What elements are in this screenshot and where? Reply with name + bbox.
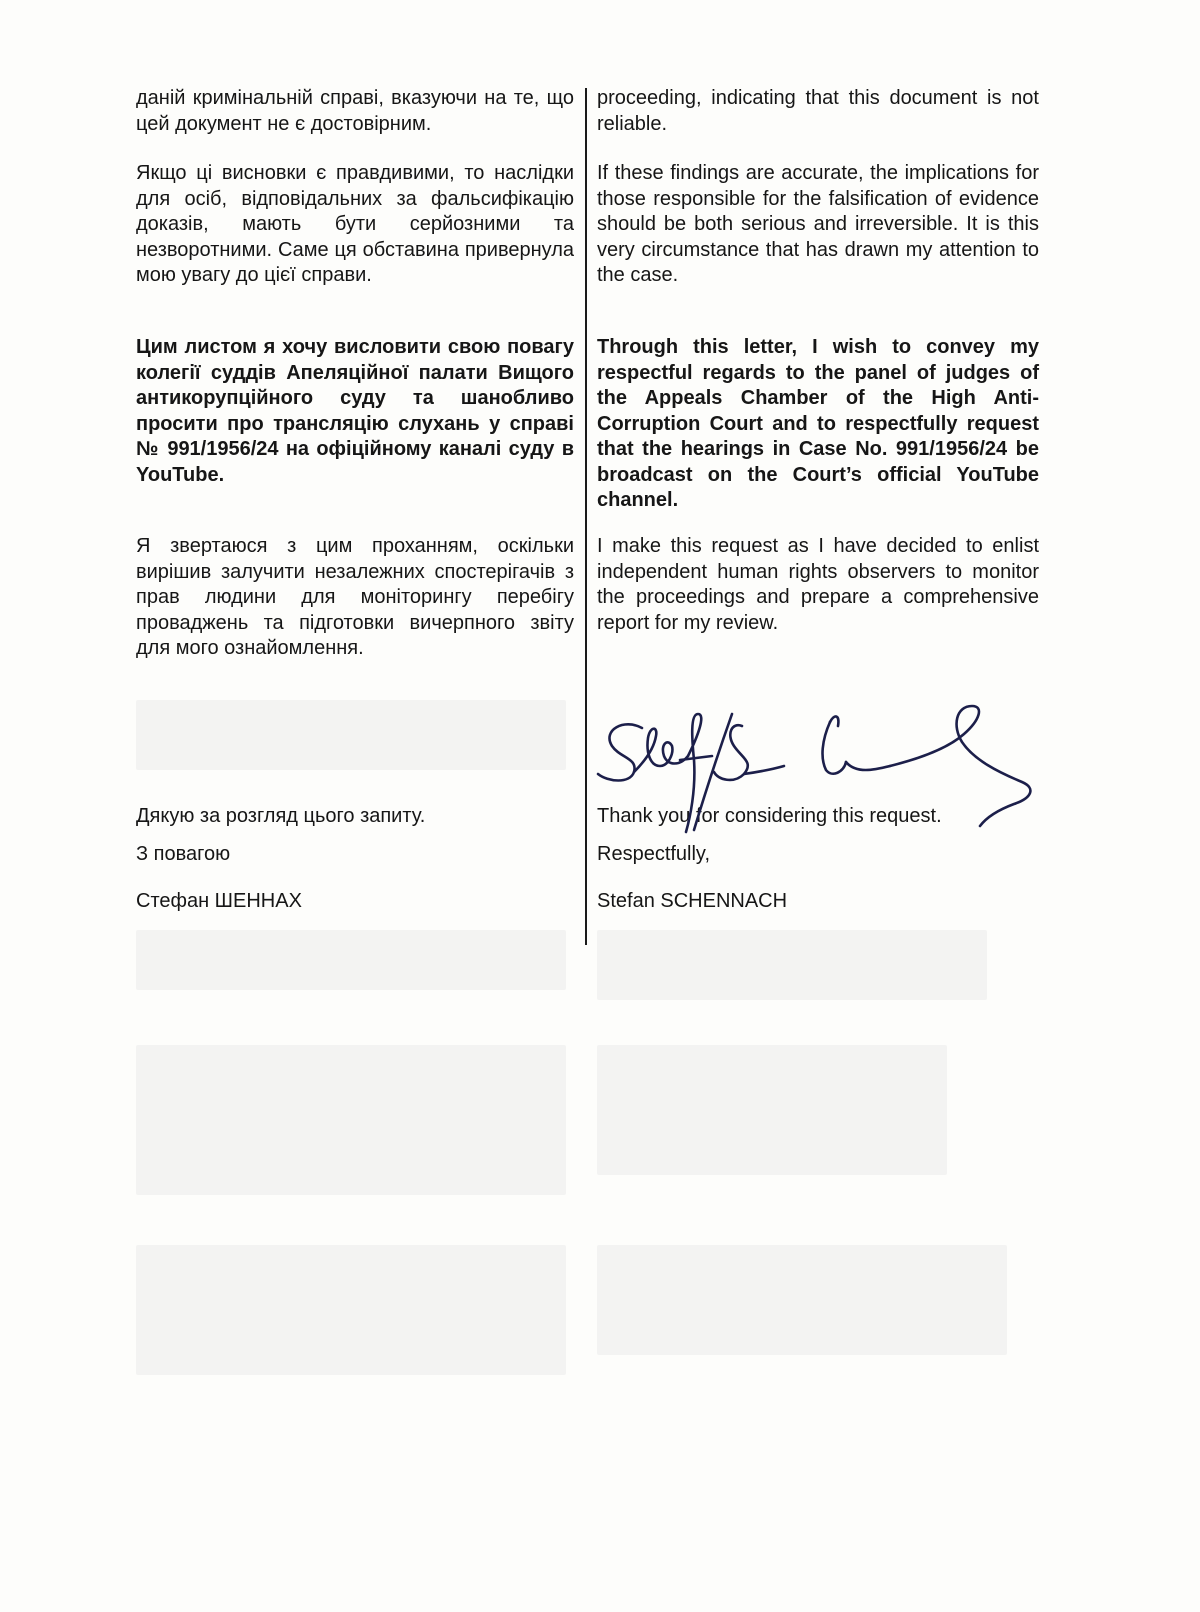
en-paragraph-3: Through this letter, I wish to convey my respectful regards to the panel of judges of the Appeals Chamber of the High Anti-Corruption Court and to respectfully request that the hearings in Case No. 991/1956/24 be broadcast on the Court’s official YouTube channel. xyxy=(597,336,1039,511)
uk-closing: З повагою xyxy=(136,843,231,865)
uk-paragraph-2: Якщо ці висновки є правдивими, то наслідки для осіб, відповідальних за фальсифікацію доказів, мають бути серйозними та незворотними. Саме ця обставина привернула мою увагу до цієї справи. xyxy=(136,162,574,286)
bleed-through-shadow xyxy=(597,930,987,1000)
handwritten-signature xyxy=(594,700,1064,860)
en-thanks: Thank you for considering this request. xyxy=(597,805,942,827)
uk-paragraph-1: даній кримінальній справі, вказуючи на те, що цей документ не є достовірним. xyxy=(136,87,574,135)
uk-signatory-name: Стефан ШЕННАХ xyxy=(136,890,302,912)
en-closing: Respectfully, xyxy=(597,843,711,865)
en-paragraph-2: If these findings are accurate, the implications for those responsible for the falsification of evidence should be both serious and irreversible. It is this very circumstance that has drawn my attention to the case. xyxy=(597,162,1039,286)
bleed-through-shadow xyxy=(136,700,566,770)
bleed-through-shadow xyxy=(597,1045,947,1175)
uk-paragraph-4: Я звертаюся з цим проханням, оскільки вирішив залучити незалежних спостерігачів з прав людини для моніторингу перебігу проваджень та підготовки вичерпного звіту для мого ознайомлення. xyxy=(136,535,574,659)
bleed-through-shadow xyxy=(597,1245,1007,1355)
bleed-through-shadow xyxy=(136,1045,566,1195)
bleed-through-shadow xyxy=(136,930,566,990)
en-paragraph-4: I make this request as I have decided to enlist independent human rights observers to monitor the proceedings and prepare a comprehensive report for my review. xyxy=(597,535,1039,634)
uk-paragraph-3: Цим листом я хочу висловити свою повагу колегії суддів Апеляційної палати Вищого антикорупційного суду та шанобливо просити про трансляцію слухань у справі № 991/1956/24 на офіційному каналі суду в YouTube. xyxy=(136,336,574,486)
en-signatory-name: Stefan SCHENNACH xyxy=(597,890,788,912)
bleed-through-shadow xyxy=(136,1245,566,1375)
en-paragraph-1: proceeding, indicating that this document is not reliable. xyxy=(597,87,1039,135)
column-divider xyxy=(585,88,587,945)
uk-thanks: Дякую за розгляд цього запиту. xyxy=(136,805,426,827)
